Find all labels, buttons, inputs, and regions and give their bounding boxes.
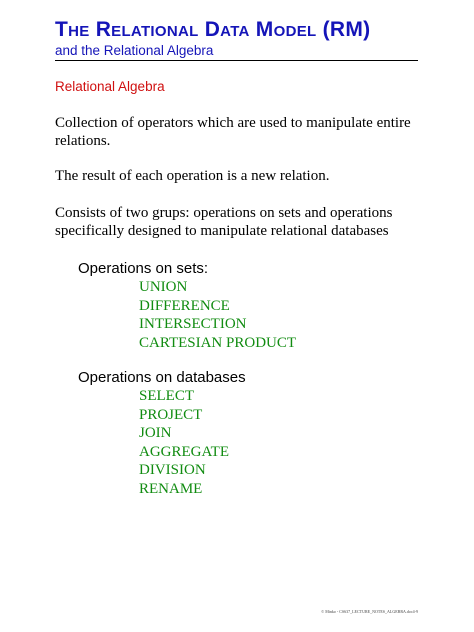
paragraph-operators: Collection of operators which are used to manipulate entire relations. bbox=[55, 115, 411, 149]
header-divider bbox=[55, 60, 418, 61]
page-subtitle: and the Relational Algebra bbox=[55, 43, 214, 58]
operation-union: UNION bbox=[139, 279, 188, 295]
operation-cartesian-product: CARTESIAN PRODUCT bbox=[139, 334, 297, 351]
page-title: The Relational Data Model (RM) bbox=[55, 18, 371, 41]
operations-on-sets-list bbox=[139, 278, 296, 352]
operation-select: SELECT bbox=[139, 388, 194, 404]
operation-aggregate: AGGREGATE bbox=[139, 443, 229, 460]
operation-intersection: INTERSECTION bbox=[139, 316, 247, 332]
operations-on-databases-list bbox=[139, 387, 229, 498]
page-footer: © Minko - CS637_LECTURE_NOTES_ALGEBRA.doc4-9 bbox=[321, 609, 418, 614]
section-heading: Relational Algebra bbox=[55, 79, 165, 94]
group-heading-databases: Operations on databases bbox=[78, 369, 246, 386]
paragraph-result: The result of each operation is a new relation. bbox=[55, 168, 330, 184]
group-heading-sets: Operations on sets: bbox=[78, 260, 209, 277]
operation-join: JOIN bbox=[139, 425, 172, 441]
operation-rename: RENAME bbox=[139, 480, 203, 497]
operation-project: PROJECT bbox=[139, 406, 203, 423]
paragraph-groups: Consists of two grups: operations on sets and operations specifically designed to manipulate relational databases bbox=[55, 205, 393, 239]
operation-difference: DIFFERENCE bbox=[139, 297, 230, 314]
operation-division: DIVISION bbox=[139, 462, 206, 478]
